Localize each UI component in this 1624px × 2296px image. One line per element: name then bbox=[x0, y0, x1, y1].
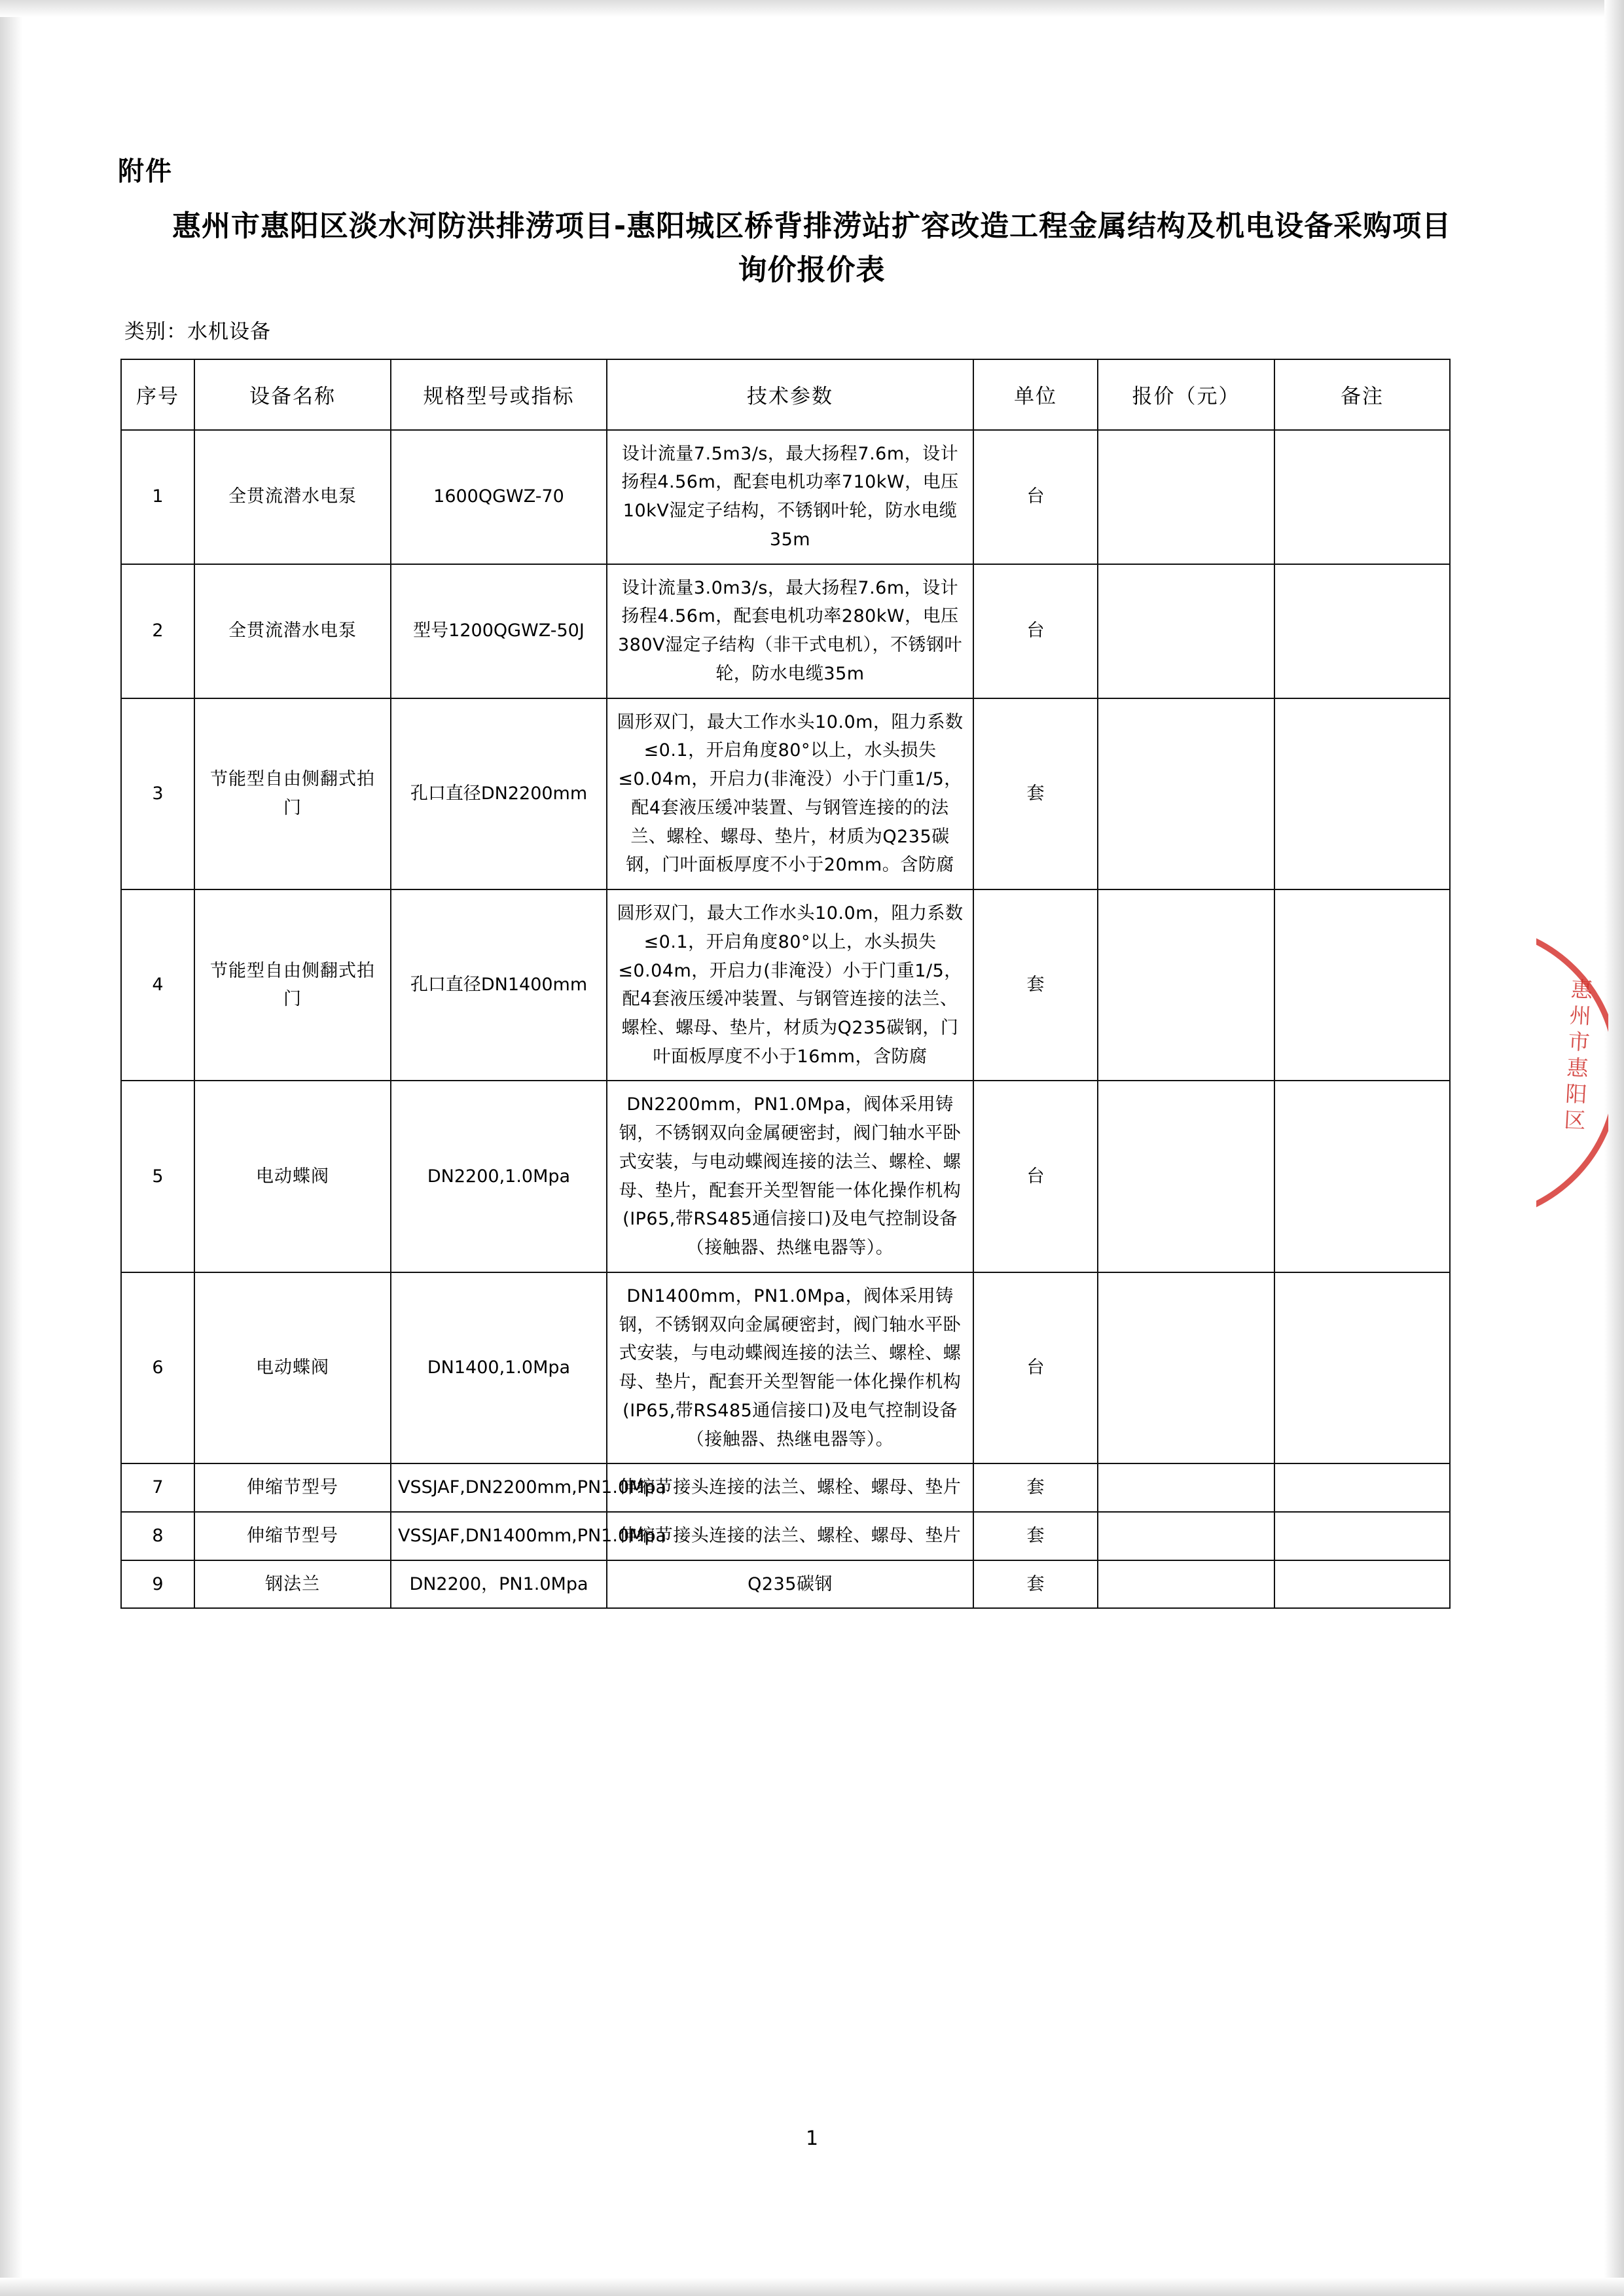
cell-unit: 套 bbox=[973, 1512, 1098, 1560]
cell-price[interactable] bbox=[1098, 1560, 1274, 1609]
cell-param: 伸缩节接头连接的法兰、螺栓、螺母、垫片 bbox=[607, 1512, 973, 1560]
attachment-label: 附件 bbox=[118, 156, 173, 187]
cell-spec: 1600QGWZ-70 bbox=[391, 430, 607, 564]
cell-remark[interactable] bbox=[1274, 430, 1450, 564]
cell-price[interactable] bbox=[1098, 430, 1274, 564]
scan-edge-top bbox=[0, 0, 1624, 17]
cell-spec: DN1400,1.0Mpa bbox=[391, 1272, 607, 1463]
table-header-row bbox=[121, 359, 1450, 430]
cell-param: DN2200mm，PN1.0Mpa，阀体采用铸钢，不锈钢双向金属硬密封，阀门轴水平卧式安装，与电动蝶阀连接的法兰、螺栓、螺母、垫片，配套开关型智能一体化操作机构(IP65,带RS485通信接口)及电气控制设备（接触器、热继电器等）。 bbox=[607, 1081, 973, 1272]
table-row bbox=[121, 1463, 1450, 1512]
cell-unit: 套 bbox=[973, 889, 1098, 1081]
cell-no: 5 bbox=[121, 1081, 194, 1272]
seal-text: 惠州市惠阳区 bbox=[1560, 977, 1595, 1136]
cell-name: 节能型自由侧翻式拍门 bbox=[194, 889, 391, 1081]
cell-remark[interactable] bbox=[1274, 1560, 1450, 1609]
cell-remark[interactable] bbox=[1274, 564, 1450, 698]
table-row bbox=[121, 889, 1450, 1081]
cell-name: 伸缩节型号 bbox=[194, 1463, 391, 1512]
cell-remark[interactable] bbox=[1274, 1272, 1450, 1463]
quotation-table bbox=[120, 359, 1451, 1609]
table-row bbox=[121, 1512, 1450, 1560]
cell-spec: VSSJAF,DN1400mm,PN1.0Mpa bbox=[391, 1512, 607, 1560]
table-row bbox=[121, 564, 1450, 698]
cell-remark[interactable] bbox=[1274, 1512, 1450, 1560]
cell-price[interactable] bbox=[1098, 1512, 1274, 1560]
cell-remark[interactable] bbox=[1274, 1463, 1450, 1512]
cell-no: 9 bbox=[121, 1560, 194, 1609]
cell-no: 3 bbox=[121, 698, 194, 889]
cell-no: 8 bbox=[121, 1512, 194, 1560]
cell-name: 电动蝶阀 bbox=[194, 1081, 391, 1272]
cell-unit: 台 bbox=[973, 1081, 1098, 1272]
cell-name: 电动蝶阀 bbox=[194, 1272, 391, 1463]
cell-name: 钢法兰 bbox=[194, 1560, 391, 1609]
column-header-remark: 备注 bbox=[1274, 359, 1450, 430]
cell-param: Q235碳钢 bbox=[607, 1560, 973, 1609]
table-row bbox=[121, 1560, 1450, 1609]
cell-spec: VSSJAF,DN2200mm,PN1.0Mpa bbox=[391, 1463, 607, 1512]
table-row bbox=[121, 430, 1450, 564]
cell-name: 全贯流潜水电泵 bbox=[194, 564, 391, 698]
table-row bbox=[121, 1081, 1450, 1272]
category-label: 类别：水机设备 bbox=[124, 319, 271, 344]
cell-no: 7 bbox=[121, 1463, 194, 1512]
red-seal-stamp bbox=[1536, 923, 1608, 1211]
cell-name: 节能型自由侧翻式拍门 bbox=[194, 698, 391, 889]
cell-unit: 套 bbox=[973, 698, 1098, 889]
cell-price[interactable] bbox=[1098, 698, 1274, 889]
cell-price[interactable] bbox=[1098, 1081, 1274, 1272]
cell-price[interactable] bbox=[1098, 1272, 1274, 1463]
cell-remark[interactable] bbox=[1274, 1081, 1450, 1272]
scan-edge-right bbox=[1604, 0, 1624, 2296]
cell-unit: 套 bbox=[973, 1463, 1098, 1512]
document-content bbox=[118, 151, 1506, 1609]
cell-spec: 孔口直径DN1400mm bbox=[391, 889, 607, 1081]
cell-spec: 孔口直径DN2200mm bbox=[391, 698, 607, 889]
cell-unit: 台 bbox=[973, 564, 1098, 698]
cell-spec: DN2200，PN1.0Mpa bbox=[391, 1560, 607, 1609]
cell-price[interactable] bbox=[1098, 564, 1274, 698]
cell-price[interactable] bbox=[1098, 1463, 1274, 1512]
cell-param: 圆形双门，最大工作水头10.0m，阻力系数≤0.1，开启角度80°以上，水头损失≤0.04m，开启力(非淹没）小于门重1/5，配4套液压缓冲装置、与钢管连接的法兰、螺栓、螺母、垫片，材质为Q235碳钢，门叶面板厚度不小于16mm，含防腐 bbox=[607, 889, 973, 1081]
column-header-price: 报价（元） bbox=[1098, 359, 1274, 430]
cell-price[interactable] bbox=[1098, 889, 1274, 1081]
column-header-param: 技术参数 bbox=[607, 359, 973, 430]
column-header-no: 序号 bbox=[121, 359, 194, 430]
cell-param: 设计流量7.5m3/s，最大扬程7.6m，设计扬程4.56m，配套电机功率710kW，电压10kV湿定子结构，不锈钢叶轮，防水电缆35m bbox=[607, 430, 973, 564]
cell-param: 圆形双门，最大工作水头10.0m，阻力系数≤0.1，开启角度80°以上，水头损失≤0.04m，开启力(非淹没）小于门重1/5，配4套液压缓冲装置、与钢管连接的的法兰、螺栓、螺母、垫片，材质为Q235碳钢，门叶面板厚度不小于20mm。含防腐 bbox=[607, 698, 973, 889]
table-row bbox=[121, 698, 1450, 889]
column-header-name: 设备名称 bbox=[194, 359, 391, 430]
cell-param: 伸缩节接头连接的法兰、螺栓、螺母、垫片 bbox=[607, 1463, 973, 1512]
column-header-unit: 单位 bbox=[973, 359, 1098, 430]
cell-no: 6 bbox=[121, 1272, 194, 1463]
cell-name: 伸缩节型号 bbox=[194, 1512, 391, 1560]
cell-param: DN1400mm，PN1.0Mpa，阀体采用铸钢，不锈钢双向金属硬密封，阀门轴水平卧式安装，与电动蝶阀连接的法兰、螺栓、螺母、垫片，配套开关型智能一体化操作机构(IP65,带RS485通信接口)及电气控制设备（接触器、热继电器等）。 bbox=[607, 1272, 973, 1463]
scan-edge-left bbox=[0, 0, 22, 2296]
cell-no: 1 bbox=[121, 430, 194, 564]
cell-remark[interactable] bbox=[1274, 698, 1450, 889]
cell-unit: 套 bbox=[973, 1560, 1098, 1609]
cell-param: 设计流量3.0m3/s，最大扬程7.6m，设计扬程4.56m，配套电机功率280kW，电压380V湿定子结构（非干式电机），不锈钢叶轮，防水电缆35m bbox=[607, 564, 973, 698]
table-row bbox=[121, 1272, 1450, 1463]
scan-edge-bottom bbox=[0, 2278, 1624, 2296]
column-header-spec: 规格型号或指标 bbox=[391, 359, 607, 430]
cell-no: 2 bbox=[121, 564, 194, 698]
cell-name: 全贯流潜水电泵 bbox=[194, 430, 391, 564]
cell-unit: 台 bbox=[973, 430, 1098, 564]
page-title: 惠州市惠阳区淡水河防洪排涝项目-惠阳城区桥背排涝站扩容改造工程金属结构及机电设备采购项目询价报价表 bbox=[171, 209, 1452, 287]
cell-no: 4 bbox=[121, 889, 194, 1081]
cell-remark[interactable] bbox=[1274, 889, 1450, 1081]
cell-spec: 型号1200QGWZ-50J bbox=[391, 564, 607, 698]
cell-spec: DN2200,1.0Mpa bbox=[391, 1081, 607, 1272]
page-number: 1 bbox=[805, 2127, 819, 2150]
seal-circle bbox=[1536, 923, 1608, 1211]
cell-unit: 台 bbox=[973, 1272, 1098, 1463]
